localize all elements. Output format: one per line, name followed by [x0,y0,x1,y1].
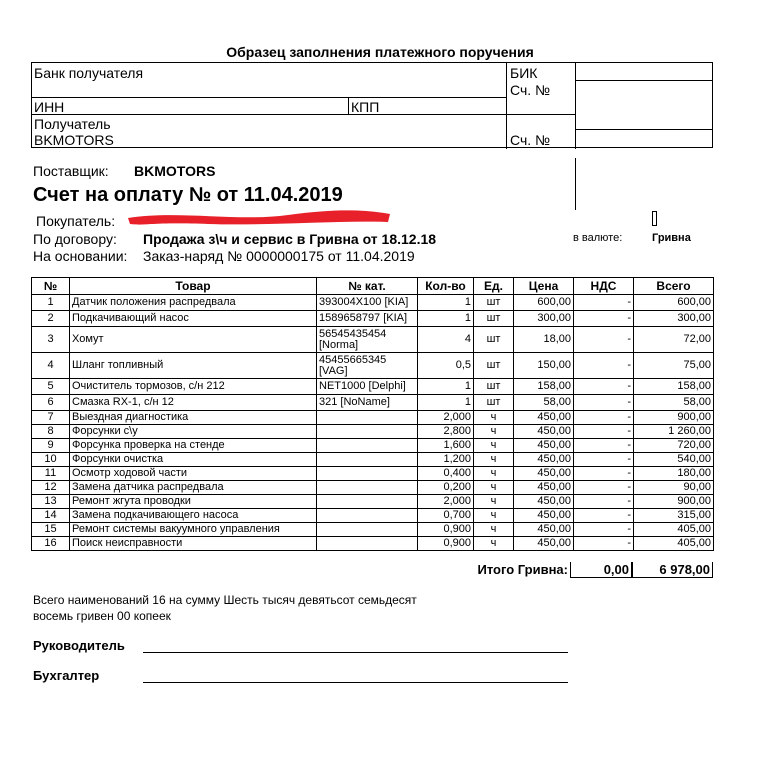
items-table [31,277,714,551]
cell-n: 14 [32,509,70,523]
table-row [32,481,714,495]
table-row [32,295,714,311]
cell-cat [317,453,418,467]
cell-total: 180,00 [634,467,714,481]
cell-unit: ч [474,467,514,481]
col-header: Ед. [474,278,514,295]
cell-price: 450,00 [514,537,574,551]
cell-total: 900,00 [634,495,714,509]
cell-name: Форсунки очистка [70,453,317,467]
cell-price: 450,00 [514,411,574,425]
cell-total: 600,00 [634,295,714,311]
cell-total: 90,00 [634,481,714,495]
cell-vat: - [574,411,634,425]
cell-cat [317,495,418,509]
cell-name: Форсунка проверка на стенде [70,439,317,453]
cell-unit: шт [474,295,514,311]
cell-qty: 1 [418,395,474,411]
cell-cat [317,467,418,481]
totals-vat: 0,00 [570,562,632,578]
cell-total: 315,00 [634,509,714,523]
cell-qty: 1,200 [418,453,474,467]
col-header: № [32,278,70,295]
cell-unit: ч [474,537,514,551]
cell-cat: 45455665345 [VAG] [317,353,418,379]
cell-cat: 1589658797 [KIA] [317,311,418,327]
cell-price: 300,00 [514,311,574,327]
cell-price: 150,00 [514,353,574,379]
director-label: Руководитель [33,638,125,653]
cell-unit: ч [474,509,514,523]
director-signature-line [143,652,568,653]
currency-label: в валюте: [573,232,623,244]
cell-n: 12 [32,481,70,495]
cell-total: 300,00 [634,311,714,327]
cell-unit: ч [474,453,514,467]
cell-n: 1 [32,295,70,311]
supplier-label: Поставщик: [33,163,109,179]
cell-total: 405,00 [634,523,714,537]
cell-n: 3 [32,327,70,353]
cell-qty: 0,400 [418,467,474,481]
cell-vat: - [574,353,634,379]
cell-price: 450,00 [514,523,574,537]
table-row [32,379,714,395]
cell-cat [317,411,418,425]
table-row [32,509,714,523]
cell-n: 15 [32,523,70,537]
cell-price: 58,00 [514,395,574,411]
supplier-name: BKMOTORS [134,163,216,179]
col-header: Товар [70,278,317,295]
recipient-label: Получатель [34,116,111,132]
cell-vat: - [574,379,634,395]
cell-unit: шт [474,327,514,353]
cell-unit: ч [474,425,514,439]
cell-price: 450,00 [514,439,574,453]
cell-vat: - [574,425,634,439]
col-header: Кол-во [418,278,474,295]
basis-label: На основании: [33,248,128,264]
redaction-scribble [118,200,398,230]
cell-vat: - [574,523,634,537]
cell-total: 405,00 [634,537,714,551]
cell-cat [317,481,418,495]
col-header: НДС [574,278,634,295]
cell-unit: ч [474,523,514,537]
cell-name: Поиск неисправности [70,537,317,551]
bank-details [31,62,713,148]
cell-vat: - [574,481,634,495]
cell-vat: - [574,327,634,353]
cell-n: 2 [32,311,70,327]
col-header: Всего [634,278,714,295]
cell-n: 13 [32,495,70,509]
divider [575,158,576,210]
table-row [32,425,714,439]
cell-vat: - [574,537,634,551]
cell-qty: 1,600 [418,439,474,453]
cell-total: 1 260,00 [634,425,714,439]
cell-name: Осмотр ходовой части [70,467,317,481]
cell-price: 450,00 [514,453,574,467]
cell-qty: 2,000 [418,411,474,425]
cell-price: 450,00 [514,425,574,439]
cell-price: 450,00 [514,509,574,523]
col-header: Цена [514,278,574,295]
table-row [32,467,714,481]
cell-n: 11 [32,467,70,481]
totals-label: Итого Гривна: [477,562,568,577]
cell-name: Подкачивающий насос [70,311,317,327]
summary-line1: Всего наименований 16 на сумму Шесть тысяч девятьсот семьдесят [33,593,417,607]
cell-name: Замена датчика распредвала [70,481,317,495]
cell-qty: 1 [418,295,474,311]
bik-label: БИК [510,65,538,81]
cell-price: 158,00 [514,379,574,395]
cell-qty: 2,000 [418,495,474,509]
account2-label: Сч. № [510,132,551,148]
cell-cat [317,509,418,523]
cell-cat [317,537,418,551]
cell-name: Замена подкачивающего насоса [70,509,317,523]
cell-price: 600,00 [514,295,574,311]
kpp-label: КПП [351,99,380,115]
cell-qty: 0,900 [418,537,474,551]
cell-price: 450,00 [514,481,574,495]
cell-vat: - [574,509,634,523]
cell-name: Шланг топливный [70,353,317,379]
cell-cat: 56545435454 [Norma] [317,327,418,353]
cell-qty: 4 [418,327,474,353]
account-label: Сч. № [510,82,551,98]
cell-unit: шт [474,379,514,395]
summary-line2: восемь гривен 00 копеек [33,609,171,623]
cell-vat: - [574,495,634,509]
checkbox-icon [652,211,657,226]
cell-unit: ч [474,495,514,509]
cell-unit: ч [474,411,514,425]
table-row [32,311,714,327]
table-row [32,537,714,551]
totals-amount: 6 978,00 [632,562,713,578]
cell-name: Датчик положения распредвала [70,295,317,311]
table-row [32,395,714,411]
table-header [32,278,714,295]
cell-cat: 321 [NoName] [317,395,418,411]
cell-name: Выездная диагностика [70,411,317,425]
currency-value: Гривна [652,232,691,244]
table-row [32,439,714,453]
cell-cat [317,523,418,537]
basis-value: Заказ-наряд № 0000000175 от 11.04.2019 [143,248,415,264]
table-row [32,495,714,509]
buyer-label: Покупатель: [36,213,116,229]
cell-n: 6 [32,395,70,411]
cell-unit: шт [474,311,514,327]
cell-name: Ремонт жгута проводки [70,495,317,509]
cell-vat: - [574,467,634,481]
page-title: Образец заполнения платежного поручения [226,44,534,60]
cell-vat: - [574,311,634,327]
cell-name: Ремонт системы вакуумного управления [70,523,317,537]
table-row [32,523,714,537]
accountant-label: Бухгалтер [33,668,100,683]
cell-name: Хомут [70,327,317,353]
cell-total: 720,00 [634,439,714,453]
cell-n: 16 [32,537,70,551]
cell-total: 58,00 [634,395,714,411]
cell-n: 7 [32,411,70,425]
table-row [32,411,714,425]
cell-price: 450,00 [514,495,574,509]
cell-n: 10 [32,453,70,467]
cell-name: Смазка RX-1, с/н 12 [70,395,317,411]
cell-vat: - [574,295,634,311]
recipient-bank-label: Банк получателя [34,65,144,81]
table-row [32,453,714,467]
cell-name: Форсунки с\у [70,425,317,439]
cell-cat: NET1000 [Delphi] [317,379,418,395]
cell-cat: 393004X100 [KIA] [317,295,418,311]
cell-unit: шт [474,353,514,379]
cell-n: 5 [32,379,70,395]
cell-n: 8 [32,425,70,439]
recipient-name: BKMOTORS [34,132,114,148]
cell-total: 158,00 [634,379,714,395]
cell-cat [317,439,418,453]
inn-label: ИНН [34,99,65,115]
cell-vat: - [574,453,634,467]
cell-qty: 2,800 [418,425,474,439]
cell-total: 75,00 [634,353,714,379]
cell-vat: - [574,395,634,411]
cell-qty: 0,5 [418,353,474,379]
cell-qty: 0,200 [418,481,474,495]
cell-n: 4 [32,353,70,379]
col-header: № кат. [317,278,418,295]
cell-unit: шт [474,395,514,411]
cell-qty: 0,900 [418,523,474,537]
cell-cat [317,425,418,439]
table-row [32,353,714,379]
cell-unit: ч [474,439,514,453]
table-row [32,327,714,353]
cell-total: 540,00 [634,453,714,467]
cell-n: 9 [32,439,70,453]
accountant-signature-line [143,682,568,683]
cell-unit: ч [474,481,514,495]
cell-qty: 1 [418,311,474,327]
cell-total: 900,00 [634,411,714,425]
cell-qty: 0,700 [418,509,474,523]
cell-price: 450,00 [514,467,574,481]
contract-value: Продажа з\ч и сервис в Гривна от 18.12.18 [143,231,437,247]
invoice-title: Счет на оплату № от 11.04.2019 [33,184,343,206]
cell-total: 72,00 [634,327,714,353]
cell-name: Очиститель тормозов, с/н 212 [70,379,317,395]
contract-label: По договору: [33,231,117,247]
cell-qty: 1 [418,379,474,395]
cell-vat: - [574,439,634,453]
cell-price: 18,00 [514,327,574,353]
